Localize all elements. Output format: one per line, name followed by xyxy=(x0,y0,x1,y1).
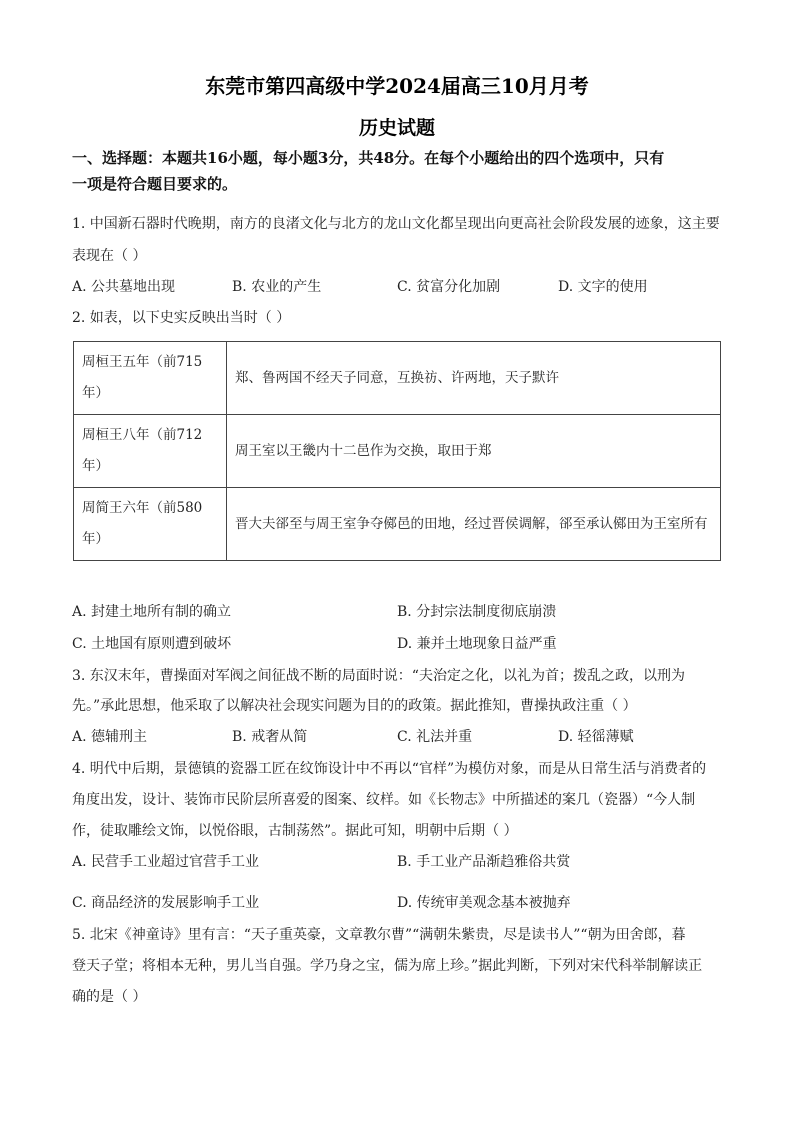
q2-option-b: B. 分封宗法制度彻底崩溃 xyxy=(397,604,557,620)
table-cell-time: 周简王六年（前580年） xyxy=(74,488,227,561)
q4-stem: 角度出发，设计、装饰市民阶层所喜爱的图案、纹样。如《长物志》中所描述的案几（瓷器）“今人制 xyxy=(72,792,696,808)
q3-option-c: C. 礼法并重 xyxy=(397,729,473,745)
table-cell-event: 郑、鲁两国不经天子同意，互换祊、许两地，天子默许 xyxy=(227,342,721,415)
q4-option-b: B. 手工业产品渐趋雅俗共赏 xyxy=(397,854,571,870)
q5-stem: 确的是（ ） xyxy=(72,989,147,1005)
table-row xyxy=(74,415,721,488)
q5-stem: 登天子堂；将相本无种，男儿当自强。学乃身之宝，儒为席上珍。”据此判断，下列对宋代科举制解读正 xyxy=(72,958,703,974)
q2-table xyxy=(73,341,721,561)
q4-stem: 作，徒取雕绘文饰，以悦俗眼，古制荡然”。据此可知，明朝中后期（ ） xyxy=(72,823,518,839)
q3-stem: 先。”承此思想，他采取了以解决社会现实问题为目的的政策。据此推知，曹操执政注重（ ） xyxy=(72,698,637,714)
q1-option-a: A. 公共墓地出现 xyxy=(72,279,176,295)
q5-stem: 5. 北宋《神童诗》里有言：“天子重英豪，文章教尔曹”“满朝朱紫贵，尽是读书人”“朝为田舍郎，暮 xyxy=(72,927,686,943)
q2-stem: 2. 如表，以下史实反映出当时（ ） xyxy=(72,310,291,326)
q1-stem: 表现在（ ） xyxy=(72,248,147,264)
table-cell-time: 周桓王八年（前712年） xyxy=(74,415,227,488)
page-subtitle: 历史试题 xyxy=(358,117,435,139)
q4-option-c: C. 商品经济的发展影响手工业 xyxy=(72,895,260,911)
q1-stem: 1. 中国新石器时代晚期，南方的良渚文化与北方的龙山文化都呈现出向更高社会阶段发展的迹象，这主要 xyxy=(72,216,720,232)
section-heading-line: 一、选择题：本题共16小题，每小题3分，共48分。在每个小题给出的四个选项中，只有 xyxy=(72,149,665,167)
q4-stem: 4. 明代中后期，景德镇的瓷器工匠在纹饰设计中不再以“官样”为模仿对象，而是从日常生活与消费者的 xyxy=(72,761,707,777)
table-cell-time: 周桓王五年（前715年） xyxy=(74,342,227,415)
q1-option-c: C. 贫富分化加剧 xyxy=(397,279,501,295)
q4-option-a: A. 民营手工业超过官营手工业 xyxy=(72,854,260,870)
q1-option-d: D. 文字的使用 xyxy=(558,279,648,295)
table-row xyxy=(74,342,721,415)
section-heading-line: 一项是符合题目要求的。 xyxy=(72,175,238,193)
section-heading xyxy=(72,145,732,197)
q3-option-a: A. 德辅刑主 xyxy=(72,729,148,745)
q3-option-d: D. 轻徭薄赋 xyxy=(558,729,634,745)
q1-option-b: B. 农业的产生 xyxy=(232,279,322,295)
q2-option-d: D. 兼并土地现象日益严重 xyxy=(397,636,557,652)
q3-option-b: B. 戒奢从简 xyxy=(232,729,308,745)
table-row xyxy=(74,488,721,561)
q4-option-d: D. 传统审美观念基本被抛弃 xyxy=(397,895,571,911)
q2-option-c: C. 土地国有原则遭到破坏 xyxy=(72,636,232,652)
table-cell-event: 周王室以王畿内十二邑作为交换，取田于郑 xyxy=(227,415,721,488)
q3-stem: 3. 东汉末年，曹操面对军阀之间征战不断的局面时说：“夫治定之化，以礼为首；拨乱之政，以刑为 xyxy=(72,668,685,684)
table-cell-event: 晋大夫郤至与周王室争夺鄇邑的田地，经过晋侯调解，郤至承认鄇田为王室所有 xyxy=(227,488,721,561)
page-title: 东莞市第四高级中学2024届高三10月月考 xyxy=(205,74,589,98)
q2-option-a: A. 封建土地所有制的确立 xyxy=(72,604,232,620)
